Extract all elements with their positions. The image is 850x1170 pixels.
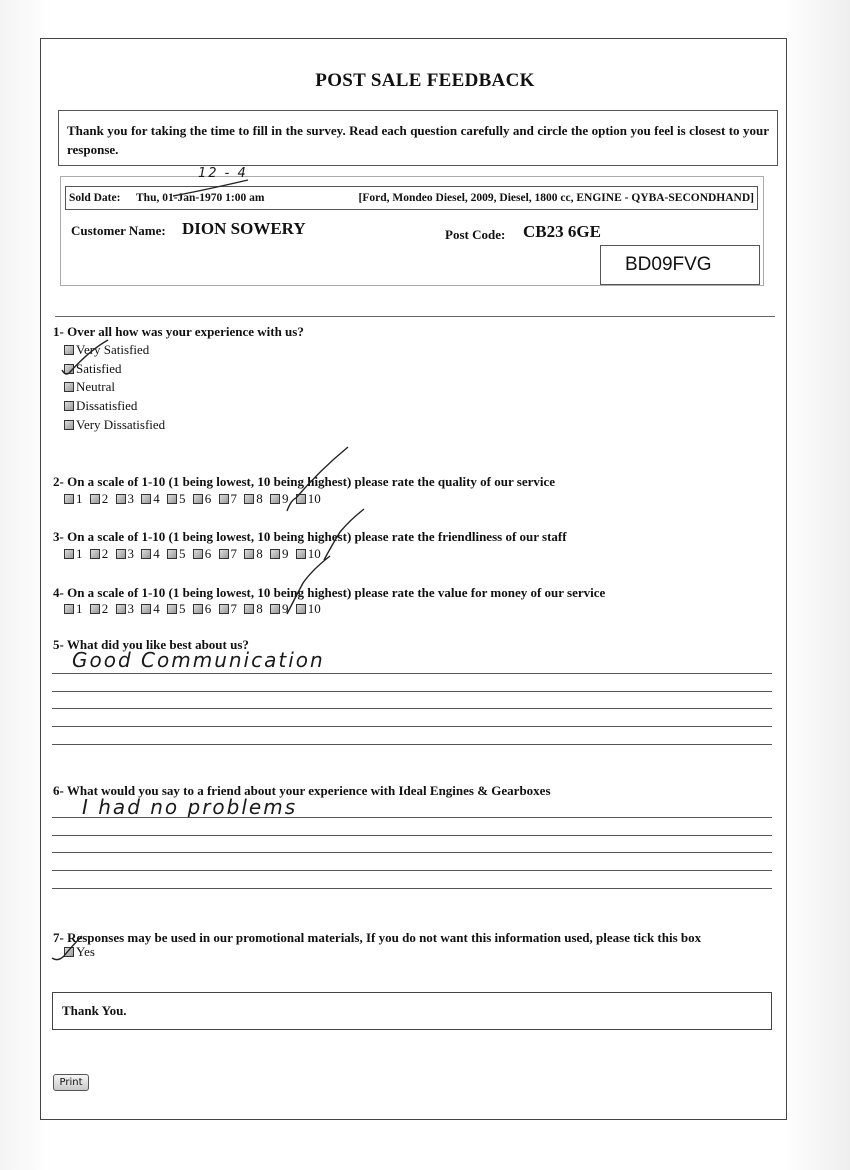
option-label: Dissatisfied: [76, 398, 138, 413]
question-7: 7- Responses may be used in our promotional materials, If you do not want this information used, please tick this box: [53, 930, 702, 945]
checkbox[interactable]: [116, 549, 126, 559]
postcode-label: Post Code:: [445, 227, 506, 242]
thank-you-box: Thank You.: [52, 992, 772, 1030]
checkbox[interactable]: [64, 401, 74, 411]
customer-name-label: Customer Name:: [71, 223, 166, 238]
scale-label: 8: [256, 601, 263, 616]
scale-label: 7: [230, 546, 237, 561]
checkbox[interactable]: [64, 345, 74, 355]
scale-label: 3: [127, 491, 134, 506]
vehicle-details: [Ford, Mondeo Diesel, 2009, Diesel, 1800 cc, ENGINE - QYBA-SECONDHAND]: [358, 192, 754, 204]
scale-label: 1: [76, 491, 83, 506]
scale-option[interactable]: [193, 546, 212, 562]
customer-name-value: DION SOWERY: [182, 219, 306, 238]
scale-label: 10: [307, 546, 321, 561]
scale-option[interactable]: [296, 546, 321, 562]
sold-date-value: Thu, 01-Jan-1970 1:00 am: [136, 192, 265, 204]
section-divider: [55, 316, 775, 317]
checkbox[interactable]: [64, 364, 74, 374]
question-1: 1- Over all how was your experience with us?: [53, 324, 304, 339]
scale-option[interactable]: [244, 601, 263, 617]
checkbox[interactable]: [270, 494, 280, 504]
scale-label: 1: [76, 601, 83, 616]
q1-option-satisfied[interactable]: [64, 361, 122, 377]
checkbox[interactable]: [141, 549, 151, 559]
answer-line[interactable]: [52, 817, 772, 818]
scale-option[interactable]: [116, 601, 135, 617]
scale-label: 10: [307, 491, 321, 506]
option-label: Very Dissatisfied: [76, 417, 166, 432]
scale-label: 8: [256, 546, 263, 561]
scale-label: 5: [179, 491, 186, 506]
checkbox[interactable]: [116, 604, 126, 614]
q3-scale: [64, 546, 325, 562]
q1-option-neutral[interactable]: [64, 379, 115, 395]
answer-line[interactable]: [52, 835, 772, 836]
postcode-value: CB23 6GE: [523, 222, 601, 241]
scale-label: 6: [204, 601, 212, 616]
checkbox[interactable]: [296, 604, 306, 614]
q6-handwritten-answer: I had no problems: [82, 795, 298, 819]
checkbox[interactable]: [193, 549, 203, 559]
scale-label: 5: [179, 546, 186, 561]
scale-option[interactable]: [244, 546, 263, 562]
scale-option[interactable]: [296, 601, 321, 617]
checkbox[interactable]: [296, 494, 306, 504]
checkbox[interactable]: [64, 947, 74, 957]
checkbox[interactable]: [270, 549, 280, 559]
scale-label: 3: [127, 601, 134, 616]
option-label: Neutral: [76, 379, 115, 394]
answer-line[interactable]: [52, 888, 772, 889]
scale-option[interactable]: [219, 601, 238, 617]
scale-label: 6: [204, 546, 212, 561]
question-6: 6- What would you say to a friend about your experience with Ideal Engines & Gearboxes: [53, 783, 551, 798]
sold-date-label: Sold Date:: [69, 192, 121, 204]
scale-option[interactable]: [90, 546, 109, 562]
scale-label: 9: [282, 601, 289, 616]
checkbox[interactable]: [64, 420, 74, 430]
scale-label: 9: [282, 491, 289, 506]
checkbox[interactable]: [167, 549, 177, 559]
q1-option-very-satisfied[interactable]: [64, 342, 149, 358]
scale-label: 2: [101, 491, 109, 506]
checkbox[interactable]: [90, 549, 100, 559]
scale-option[interactable]: [141, 491, 160, 507]
scale-label: 4: [153, 491, 160, 506]
scale-label: 3: [127, 546, 134, 561]
checkbox[interactable]: [64, 604, 74, 614]
checkbox[interactable]: [141, 494, 151, 504]
q5-handwritten-answer: Good Communication: [72, 648, 325, 672]
scale-option[interactable]: [64, 491, 83, 507]
q1-option-dissatisfied[interactable]: [64, 398, 137, 414]
checkbox[interactable]: [64, 494, 74, 504]
scale-option[interactable]: [90, 491, 109, 507]
scale-option[interactable]: [270, 546, 289, 562]
checkbox[interactable]: [296, 549, 306, 559]
sold-row: [65, 186, 758, 210]
answer-line[interactable]: [52, 744, 772, 745]
scale-option[interactable]: [64, 601, 83, 617]
scale-label: 8: [256, 491, 263, 506]
scale-label: 9: [282, 546, 289, 561]
question-3: 3- On a scale of 1-10 (1 being lowest, 10 being highest) please rate the friendliness of our staff: [53, 529, 567, 544]
scale-label: 1: [76, 546, 83, 561]
intro-box: Thank you for taking the time to fill in the survey. Read each question carefully and circle the option you feel is closest to your response.: [58, 110, 778, 166]
checkbox[interactable]: [219, 604, 229, 614]
option-label: Satisfied: [76, 361, 122, 376]
scale-label: 7: [230, 491, 237, 506]
q2-scale: [64, 491, 325, 507]
answer-line[interactable]: [52, 708, 772, 709]
checkbox[interactable]: [167, 604, 177, 614]
scale-option[interactable]: [219, 546, 238, 562]
page-title: POST SALE FEEDBACK: [315, 70, 535, 91]
scale-option[interactable]: [167, 546, 186, 562]
question-4: 4- On a scale of 1-10 (1 being lowest, 10 being highest) please rate the value for money of our service: [53, 585, 606, 600]
scale-label: 4: [153, 546, 160, 561]
checkbox[interactable]: [244, 604, 254, 614]
scale-option[interactable]: [270, 601, 289, 617]
checkbox[interactable]: [90, 604, 100, 614]
scale-option[interactable]: [219, 491, 238, 507]
scale-label: 7: [230, 601, 237, 616]
handwritten-date: 12 - 4: [198, 166, 248, 181]
checkbox[interactable]: [193, 604, 203, 614]
scale-option[interactable]: [193, 601, 212, 617]
scale-option[interactable]: [296, 491, 321, 507]
scale-label: 5: [179, 601, 186, 616]
scale-label: 2: [101, 601, 109, 616]
question-5: 5- What did you like best about us?: [53, 637, 249, 652]
checkbox[interactable]: [90, 494, 100, 504]
scale-option[interactable]: [167, 491, 186, 507]
checkbox[interactable]: [167, 494, 177, 504]
checkbox[interactable]: [141, 604, 151, 614]
checkbox[interactable]: [219, 494, 229, 504]
scale-label: 2: [101, 546, 109, 561]
answer-line[interactable]: [52, 691, 772, 692]
q7-option-yes[interactable]: [64, 944, 95, 960]
scale-option[interactable]: [270, 491, 289, 507]
scale-option[interactable]: [141, 601, 160, 617]
option-label: Yes: [76, 944, 95, 959]
checkbox[interactable]: [244, 549, 254, 559]
checkbox[interactable]: [64, 382, 74, 392]
checkbox[interactable]: [270, 604, 280, 614]
q4-scale: [64, 601, 325, 617]
option-label: Very Satisfied: [76, 342, 150, 357]
scale-option[interactable]: [244, 491, 263, 507]
scale-label: 6: [204, 491, 212, 506]
checkbox[interactable]: [64, 549, 74, 559]
checkbox[interactable]: [219, 549, 229, 559]
answer-line[interactable]: [52, 870, 772, 871]
scale-option[interactable]: [141, 546, 160, 562]
scale-option[interactable]: [64, 546, 83, 562]
scale-label: 10: [307, 601, 321, 616]
answer-line[interactable]: [52, 726, 772, 727]
scale-option[interactable]: [90, 601, 109, 617]
answer-line[interactable]: [52, 852, 772, 853]
checkbox[interactable]: [116, 494, 126, 504]
registration-box: BD09FVG: [600, 245, 760, 285]
q1-option-very-dissatisfied[interactable]: [64, 417, 165, 433]
checkbox[interactable]: [193, 494, 203, 504]
scale-option[interactable]: [167, 601, 186, 617]
question-2: 2- On a scale of 1-10 (1 being lowest, 10 being highest) please rate the quality of our service: [53, 474, 556, 489]
checkbox[interactable]: [244, 494, 254, 504]
scale-option[interactable]: [116, 546, 135, 562]
scale-option[interactable]: [193, 491, 212, 507]
print-button[interactable]: Print: [53, 1074, 89, 1091]
scale-label: 4: [153, 601, 160, 616]
answer-line[interactable]: [52, 673, 772, 674]
scale-option[interactable]: [116, 491, 135, 507]
